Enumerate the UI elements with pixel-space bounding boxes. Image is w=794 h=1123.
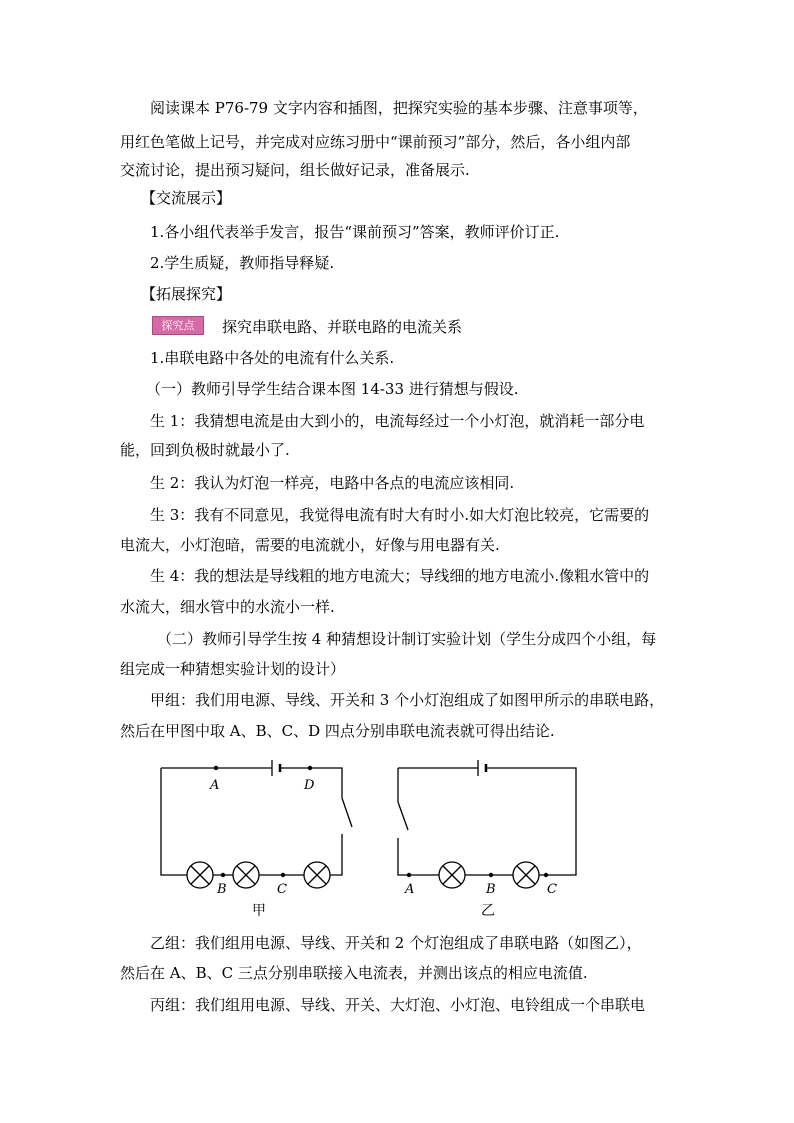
intro-line-1: 阅读课本 P76-79 文字内容和插图，把探究实验的基本步骤、注意事项等， xyxy=(150,99,648,117)
point-b-dot xyxy=(489,873,493,877)
label-c: C xyxy=(277,882,287,897)
lamp-2 xyxy=(513,862,539,888)
switch-blade xyxy=(398,802,408,830)
student-3-line-1: 生 3：我有不同意见，我觉得电流有时大有时小.如大灯泡比较亮，它需要的 xyxy=(150,506,650,524)
group-c-line-1: 丙组：我们组用电源、导线、开关、大灯泡、小灯泡、电铃组成一个串联电 xyxy=(150,996,646,1014)
step-2-line-1: （二）教师引导学生按 4 种猜想设计制订实验计划（学生分成四个小组，每 xyxy=(157,630,657,648)
inquiry-badge: 探究点 xyxy=(152,316,204,335)
exchange-item-2: 2.学生质疑，教师指导释疑. xyxy=(150,254,335,272)
step-1: （一）教师引导学生结合课本图 14-33 进行猜想与假设. xyxy=(146,380,519,398)
label-b: B xyxy=(217,882,227,897)
point-d-dot xyxy=(308,766,312,770)
student-2: 生 2：我认为灯泡一样亮，电路中各点的电流应该相同. xyxy=(150,474,515,492)
point-a-dot xyxy=(407,873,411,877)
step-2-line-2: 组完成一种猜想实验计划的设计） xyxy=(120,660,346,678)
switch-blade xyxy=(342,798,352,827)
group-a-line-2: 然后在甲图中取 A、B、C、D 四点分别串联电流表就可得出结论. xyxy=(120,722,555,740)
label-a: A xyxy=(210,778,220,793)
student-3-line-2: 电流大，小灯泡暗，需要的电流就小，好像与用电器有关. xyxy=(120,536,500,554)
heading-extend: 【拓展探究】 xyxy=(141,285,232,303)
caption-left: 甲 xyxy=(252,903,266,919)
point-c-dot xyxy=(281,873,285,877)
caption-right: 乙 xyxy=(481,903,495,919)
left-points xyxy=(214,766,312,877)
point-a-dot xyxy=(214,766,218,770)
lamp-1 xyxy=(439,862,465,888)
circuit-right xyxy=(398,760,576,888)
student-1-line-2: 能，回到负极时就最小了. xyxy=(120,441,290,459)
student-1-line-1: 生 1：我猜想电流是由大到小的，电流每经过一个小灯泡，就消耗一部分电 xyxy=(150,412,645,430)
student-4-line-2: 水流大，细水管中的水流小一样. xyxy=(120,598,335,616)
point-b-dot xyxy=(221,873,225,877)
group-b-line-1: 乙组：我们组用电源、导线、开关和 2 个灯泡组成了串联电路（如图乙）， xyxy=(150,934,642,952)
intro-line-2: 用红色笔做上记号，并完成对应练习册中“课前预习”部分，然后，各小组内部 xyxy=(120,133,631,151)
student-4-line-1: 生 4：我的想法是导线粗的地方电流大；导线细的地方电流小.像粗水管中的 xyxy=(150,567,650,585)
label-c: C xyxy=(547,882,557,897)
group-a-line-1: 甲组：我们用电源、导线、开关和 3 个小灯泡组成了如图甲所示的串联电路， xyxy=(150,691,665,709)
label-a: A xyxy=(405,882,415,897)
point-c-dot xyxy=(544,873,548,877)
circuit-left xyxy=(161,760,352,888)
label-d: D xyxy=(304,778,315,793)
label-b: B xyxy=(486,882,496,897)
inquiry-title: 探究串联电路、并联电路的电流关系 xyxy=(222,318,463,336)
lamp-3 xyxy=(304,862,330,888)
lamp-1 xyxy=(187,862,213,888)
heading-exchange: 【交流展示】 xyxy=(141,189,232,207)
question-1: 1.串联电路中各处的电流有什么关系. xyxy=(150,349,395,367)
intro-line-3: 交流讨论，提出预习疑问，组长做好记录，准备展示. xyxy=(120,161,470,179)
circuit-figures xyxy=(0,755,794,935)
lamp-2 xyxy=(233,862,259,888)
exchange-item-1: 1.各小组代表举手发言，报告“课前预习”答案，教师评价订正. xyxy=(150,223,560,241)
group-b-line-2: 然后在 A、B、C 三点分别串联接入电流表，并测出该点的相应电流值. xyxy=(120,964,588,982)
